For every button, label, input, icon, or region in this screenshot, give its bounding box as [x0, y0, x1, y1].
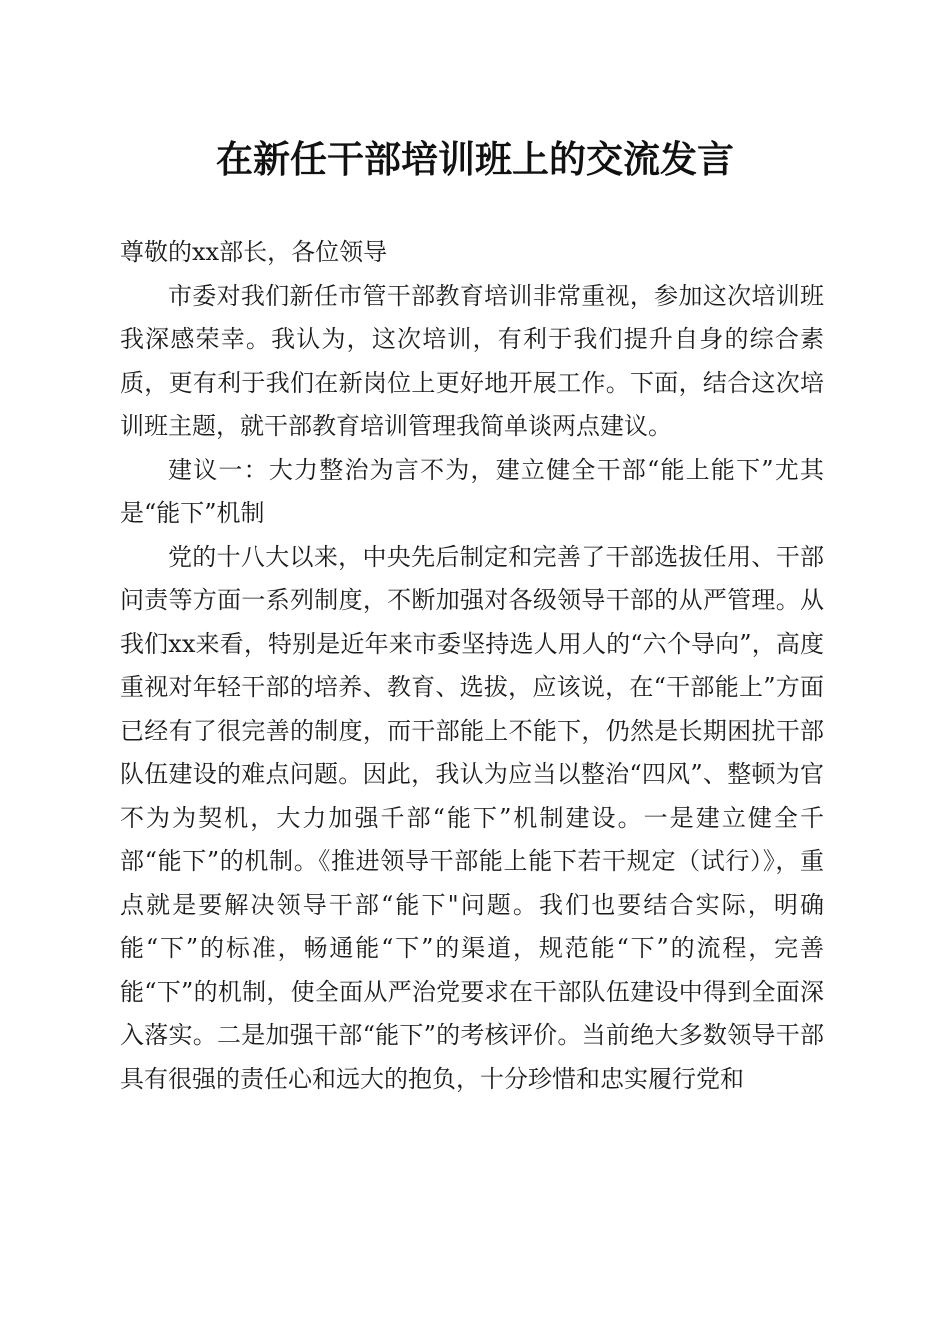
document-body [120, 231, 824, 1101]
document-title: 在新任干部培训班上的交流发言 [216, 137, 734, 181]
paragraph-suggestion-one-body: 党的十八大以来，中央先后制定和完善了干部选拔任用、干部问责等方面一系列制度，不断加强对各级领导干部的从严管理。从我们xx来看，特别是近年来市委坚持选人用人的“六个导向”，高度重视对年轻干部的培养、教育、选拔，应该说，在“干部能上”方面已经有了很完善的制度，而干部能上不能下，仍然是长期困扰干部队伍建设的难点问题。因此，我认为应当以整治“四风”、整顿为官不为为契机，大力加强千部“能下”机制建设。一是建立健全千部“能下”的机制。《推进领导干部能上能下若干规定（试行）》，重点就是要解决领导干部“能下"问题。我们也要结合实际，明确能“下”的标准，畅通能“下”的渠道，规范能“下”的流程，完善能“下”的机制，使全面从严治党要求在干部队伍建设中得到全面深入落实。二是加强干部“能下”的考核评价。当前绝大多数领导干部具有很强的责任心和远大的抱负，十分珍惜和忠实履行党和 [120, 542, 824, 1093]
paragraph-intro: 市委对我们新任市管干部教育培训非常重视，参加这次培训班我深感荣幸。我认为，这次培训，有利于我们提升自身的综合素质，更有利于我们在新岗位上更好地开展工作。下面，结合这次培训班主题，就干部教育培训管理我简单谈两点建议。 [120, 281, 824, 440]
salutation: 尊敬的xx部长，各位领导 [120, 238, 388, 266]
paragraph-suggestion-one-heading: 建议一：大力整治为言不为，建立健全干部“能上能下”尤其是“能下”机制 [120, 455, 824, 527]
